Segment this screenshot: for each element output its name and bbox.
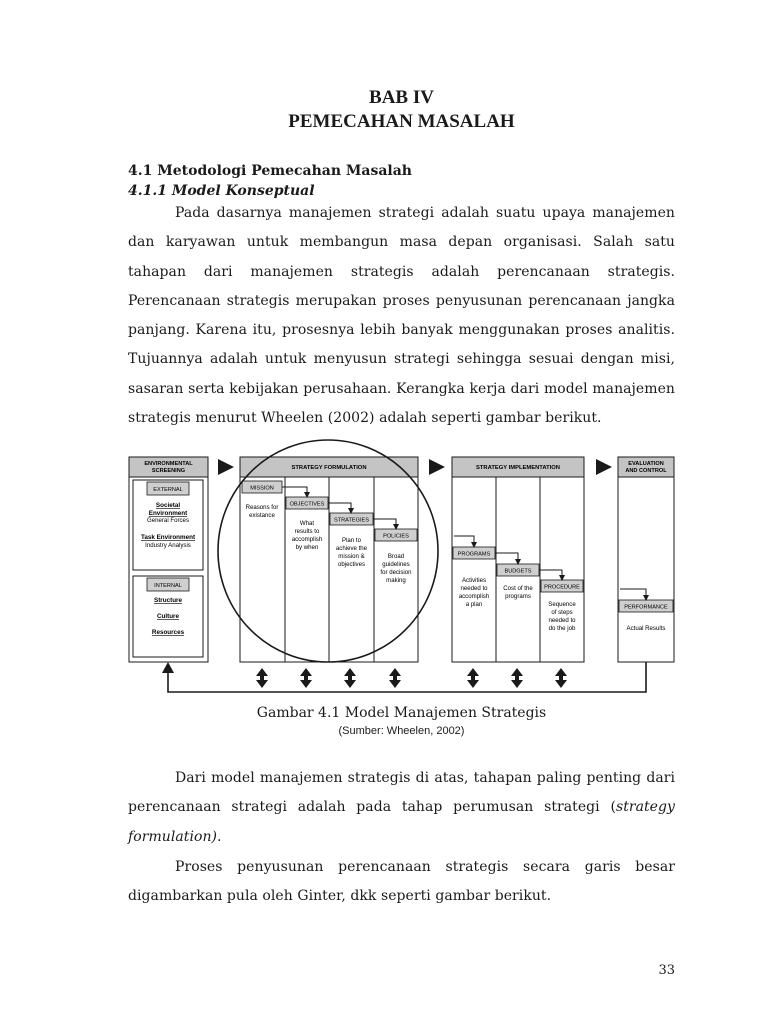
policies-desc-1: Broad bbox=[387, 553, 405, 560]
objectives-desc-4: by when bbox=[295, 544, 319, 551]
performance-desc: Actual Results bbox=[626, 625, 666, 632]
strategies-desc-1: Plan to bbox=[342, 537, 361, 544]
paragraph-2 bbox=[128, 764, 675, 852]
feedback-arrow-3 bbox=[344, 668, 356, 688]
subsection-heading: 4.1.1 Model Konseptual bbox=[128, 183, 315, 199]
policies-label: POLICIES bbox=[383, 533, 409, 540]
evaluation-control-block bbox=[618, 457, 674, 662]
budgets-desc-2: programs bbox=[505, 593, 531, 600]
feedback-arrow-5 bbox=[467, 668, 479, 688]
env-header-line-2: SCREENING bbox=[151, 468, 186, 474]
programs-desc-1: Activities bbox=[461, 577, 487, 584]
feedback-arrow-6 bbox=[511, 668, 523, 688]
policies-desc-3: for decision bbox=[380, 569, 412, 576]
external-label: EXTERNAL bbox=[153, 487, 183, 493]
strategy-implementation-block bbox=[452, 457, 584, 662]
figure-caption: Gambar 4.1 Model Manajemen Strategis bbox=[256, 705, 547, 721]
procedure-desc-2: of steps bbox=[551, 609, 573, 616]
objectives-desc-3: accomplish bbox=[291, 536, 323, 543]
budgets-desc-1: Cost of the bbox=[503, 585, 533, 592]
budgets-label: BUDGETS bbox=[504, 568, 532, 575]
internal-label: INTERNAL bbox=[154, 583, 182, 589]
chapter-title: PEMECAHAN MASALAH bbox=[288, 111, 515, 132]
strategies-desc-3: mission & bbox=[338, 553, 365, 560]
page-number: 33 bbox=[658, 963, 675, 978]
feedback-arrow-1 bbox=[256, 668, 268, 688]
culture-label: Culture bbox=[156, 613, 180, 620]
flow-arrow-3 bbox=[596, 459, 612, 475]
structure-label: Structure bbox=[154, 597, 182, 604]
env-header-box bbox=[129, 457, 208, 477]
evaluation-header-line-1: EVALUATION bbox=[628, 461, 664, 467]
feedback-arrows bbox=[256, 668, 567, 688]
flow-arrow-1 bbox=[218, 459, 234, 475]
policies-desc-4: making bbox=[386, 577, 406, 584]
policies-desc-2: guidelines bbox=[382, 561, 410, 568]
strategies-label: STRATEGIES bbox=[333, 517, 370, 524]
general-forces: General Forces bbox=[147, 517, 189, 524]
objectives-desc-2: results to bbox=[294, 528, 320, 535]
strategies-desc-2: achieve the bbox=[335, 545, 368, 552]
programs-desc-3: accomplish bbox=[458, 593, 490, 600]
paragraph-2-text: Dari model manajemen strategis di atas, tahapan paling penting dari perencanaan strategi adalah pada tahap perumusan strategi ( bbox=[128, 770, 675, 816]
mission-desc-2: existance bbox=[249, 512, 275, 519]
paragraph-1: Pada dasarnya manajemen strategi adalah suatu upaya manajemen dan karyawan untuk membangun masa depan organisasi. Salah satu tahapan dari manajemen strategis adalah perencanaan strategis. Perencanaan strategis merupakan proses penyusunan perencanaan jangka panjang. Karena itu, prosesnya lebih banyak menggunakan proses analitis. Tujuannya adalah untuk menyusun strategi sehingga sesuai dengan misi, sasaran serta kebijakan perusahaan. Kerangka kerja dari model manajemen strategis menurut Wheelen (2002) adalah seperti gambar berikut. bbox=[128, 205, 675, 427]
feedback-loop-line bbox=[168, 662, 646, 692]
feedback-arrow-2 bbox=[300, 668, 312, 688]
objectives-label: OBJECTIVES bbox=[289, 501, 325, 508]
strategy-formulation-block bbox=[240, 457, 418, 662]
programs-label: PROGRAMS bbox=[457, 551, 491, 558]
feedback-arrow-7 bbox=[555, 668, 567, 688]
implementation-header: STRATEGY IMPLEMENTATION bbox=[476, 465, 560, 471]
feedback-loop-arrowhead bbox=[162, 662, 174, 673]
resources-label: Resources bbox=[151, 629, 185, 636]
procedure-desc-3: needed to bbox=[548, 617, 576, 624]
figure-source: (Sumber: Wheelen, 2002) bbox=[338, 725, 465, 737]
evaluation-body-box bbox=[618, 477, 674, 662]
environmental-screening-block bbox=[129, 457, 208, 662]
procedure-label: PROCEDURE bbox=[544, 584, 580, 591]
paragraph-2-end: . bbox=[217, 828, 222, 845]
objectives-desc-1: What bbox=[299, 520, 315, 527]
feedback-arrow-4 bbox=[389, 668, 401, 688]
paragraph-2-italic: strategy formulation) bbox=[128, 799, 675, 845]
industry-analysis: Industry Analysis bbox=[145, 542, 191, 549]
flow-arrow-2 bbox=[429, 459, 445, 475]
programs-desc-2: needed to bbox=[460, 585, 488, 592]
paragraph-3: Proses penyusunan perencanaan strategis secara garis besar digambarkan pula oleh Ginter, dkk seperti gambar berikut. bbox=[128, 859, 675, 905]
performance-label: PERFORMANCE bbox=[624, 604, 668, 611]
section-heading: 4.1 Metodologi Pemecahan Masalah bbox=[128, 163, 412, 179]
task-environment: Task Environment bbox=[140, 534, 196, 541]
procedure-desc-4: do the job bbox=[548, 625, 576, 632]
mission-label: MISSION bbox=[250, 485, 274, 492]
evaluation-header-line-2: AND CONTROL bbox=[625, 468, 667, 474]
strategies-desc-4: objectives bbox=[337, 561, 366, 568]
env-header-line-1: ENVIRONMENTAL bbox=[144, 461, 193, 467]
societal-line-2: Environment bbox=[148, 510, 188, 517]
societal-line-1: Societal bbox=[155, 502, 181, 509]
procedure-desc-1: Sequence bbox=[548, 601, 576, 608]
evaluation-header-box bbox=[618, 457, 674, 477]
formulation-header: STRATEGY FORMULATION bbox=[291, 465, 367, 471]
programs-desc-4: a plan bbox=[465, 601, 483, 608]
chapter-heading: BAB IV bbox=[369, 87, 434, 108]
mission-desc-1: Reasons for bbox=[245, 504, 279, 511]
